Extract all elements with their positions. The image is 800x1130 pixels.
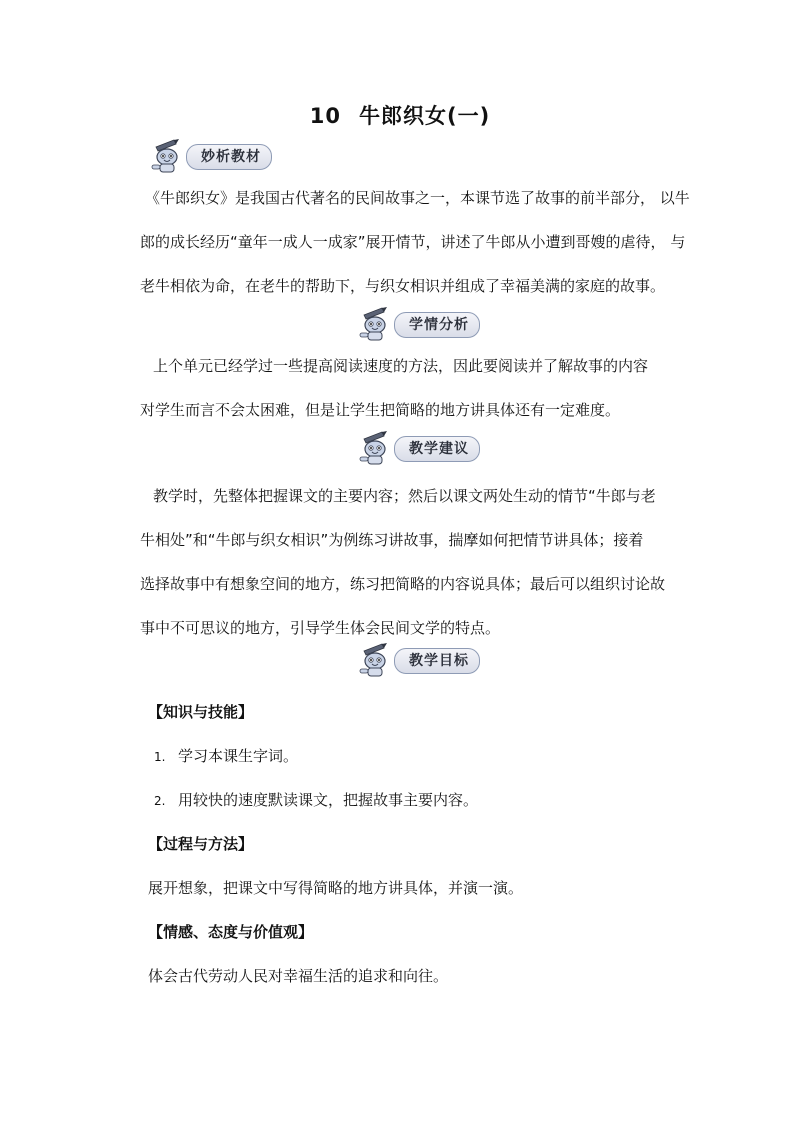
list-item (148, 734, 523, 778)
teaching-advice-body (140, 474, 665, 650)
mascot-pencil-icon (356, 307, 398, 343)
list-text: 学习本课生字词。 (178, 747, 299, 765)
text-line: 老牛相依为命，在老牛的帮助下，与织女相识并组成了幸福美满的家庭的故事。 (140, 277, 666, 295)
section-label: 学情分析 (394, 312, 480, 338)
text-line: 选择故事中有想象空间的地方，练习把简略的内容说具体；最后可以组织讨论故 (140, 575, 666, 593)
section-label: 妙析教材 (186, 144, 272, 170)
section-label: 教学目标 (394, 648, 480, 674)
text-line: 郎的成长经历“童年一成人一成家”展开情节，讲述了牛郎从小遭到哥嫂的虐待， 与 (140, 233, 686, 251)
section-badge-teaching-goals (356, 646, 480, 676)
emotion-text: 体会古代劳动人民对幸福生活的追求和向往。 (148, 967, 449, 985)
section-badge-student-analysis (356, 310, 480, 340)
student-analysis-body (140, 344, 648, 432)
section-badge-textbook-analysis (148, 142, 272, 172)
section-badge-teaching-advice (356, 434, 480, 464)
text-line: 教学时，先整体把握课文的主要内容；然后以课文两处生动的情节“牛郎与老 (153, 487, 656, 505)
text-line: 《牛郎织女》是我国古代著名的民间故事之一，本课节选了故事的前半部分， 以牛 (145, 189, 690, 207)
lesson-number: 10 (309, 104, 342, 128)
text-line: 事中不可思议的地方，引导学生体会民间文学的特点。 (140, 619, 501, 637)
list-text: 用较快的速度默读课文，把握故事主要内容。 (178, 791, 479, 809)
text-line: 上个单元已经学过一些提高阅读速度的方法，因此要阅读并了解故事的内容 (153, 357, 649, 375)
list-number: 2. (154, 794, 166, 808)
list-item (148, 778, 523, 822)
knowledge-heading: 【知识与技能】 (148, 703, 254, 721)
lesson-title: 牛郎织女(一) (359, 104, 491, 128)
page-title (0, 100, 800, 130)
list-number: 1. (154, 750, 166, 764)
process-heading: 【过程与方法】 (148, 835, 254, 853)
text-line: 牛相处”和“牛郎与织女相识”为例练习讲故事，揣摩如何把情节讲具体；接着 (140, 531, 644, 549)
section-label: 教学建议 (394, 436, 480, 462)
mascot-pencil-icon (148, 139, 190, 175)
mascot-pencil-icon (356, 431, 398, 467)
textbook-analysis-body (140, 176, 690, 308)
process-text: 展开想象，把课文中写得简略的地方讲具体，并演一演。 (148, 879, 524, 897)
teaching-goals-body (148, 690, 523, 998)
text-line: 对学生而言不会太困难，但是让学生把简略的地方讲具体还有一定难度。 (140, 401, 621, 419)
mascot-pencil-icon (356, 643, 398, 679)
emotion-heading: 【情感、态度与价值观】 (148, 923, 314, 941)
